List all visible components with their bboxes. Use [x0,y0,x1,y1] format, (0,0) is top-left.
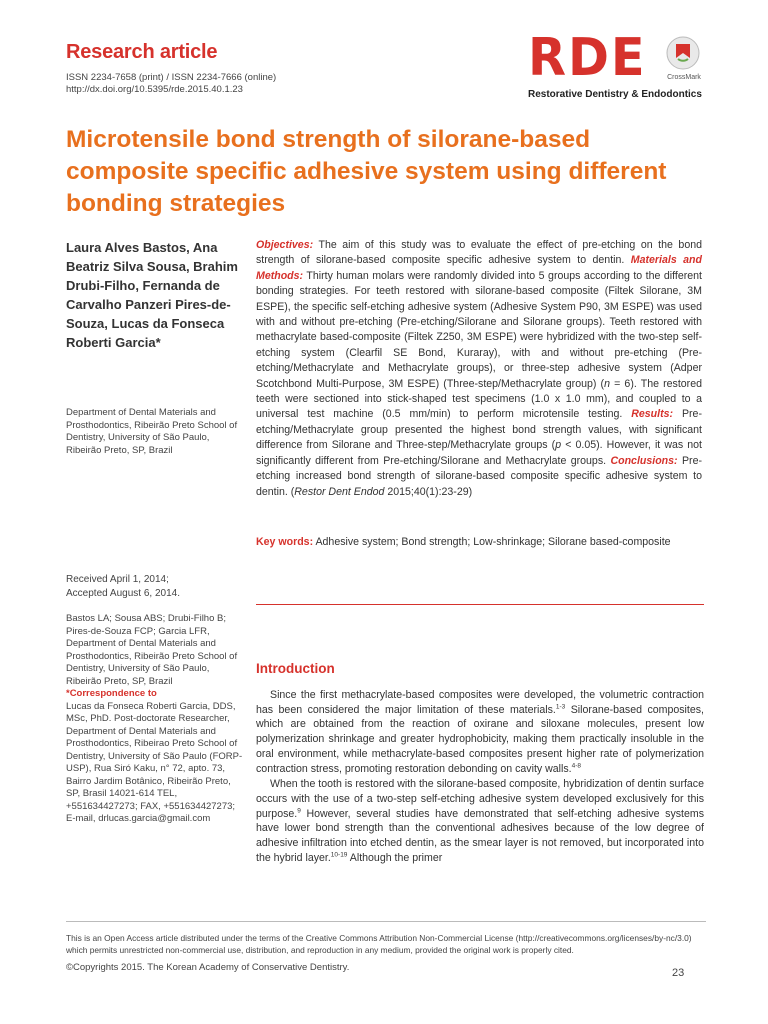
methods-text-2: = 6). The restored teeth were sectioned into stick-shaped test specimens (1.0 x 1.0 mm), and coupled to a universal test machine (0.5 mm/min) to perform microtensile testing. [256,377,702,421]
license-notice: This is an Open Access article distributed under the terms of the Creative Commons Attribution Non-Commercial License (http://creativecommons.org/licenses/by-nc/3.0) which permits unrestricted non-commercial use, distribution, and reproduction in any medium, provided the original work is properly cited. [66,933,692,955]
correspondence-block [66,613,246,826]
crossmark-label: CrossMark [667,74,701,81]
author-list: Laura Alves Bastos, Ana Beatriz Silva Sousa, Brahim Drubi-Filho, Fernanda de Carvalho Panzeri Pires-de-Souza, Lucas da Fonseca Roberti Garcia* [66,240,238,350]
received-date: Received April 1, 2014; [66,574,169,585]
results-text: Pre-etching/Methacrylate group presented the highest bond strength values, with significant difference from Silorane and Three-step/Methacrylate groups ( [256,408,702,452]
correspondence-label: *Correspondence to [66,688,157,699]
results-text-2: < 0.05). However, it was not significantly different from Pre-etching/Silorane and Methacrylate groups. [256,439,702,467]
citation-ref[interactable]: 4-8 [571,761,582,769]
citation-ref[interactable]: 10-19 [330,851,348,859]
article-title: Microtensile bond strength of silorane-based composite specific adhesive system using different bonding strategies [66,126,667,217]
citation-ref[interactable]: 9 [297,807,301,815]
text-run: Silorane-based composites, which are obtained from the reaction of oxirane and siloxane molecules, present low polymerization shrinkage and greater hydrophobicity, making them practically insoluble in the oral environment, while methacrylate-based composites present higher rate of polymerization contraction stress, promoting restoration debonding on cavity walls. [256,703,704,775]
citation-ref[interactable]: 1-3 [555,703,566,711]
p-symbol: p [555,439,562,452]
objectives-label: Objectives: [256,239,314,251]
divider [256,604,704,605]
journal-logo [528,28,706,104]
page-number: 23 [672,967,685,979]
text-run: Since the first methacrylate-based composites were developed, the volumetric contraction has been considered the major limitation of these materials. [256,689,704,716]
methods-label: Materials and Methods: [256,254,702,282]
results-label: Results: [631,408,674,421]
logo-text: RDE [528,28,647,88]
introduction-body [256,688,704,866]
keywords-label: Key words: [256,536,314,548]
author-short-citation: Bastos LA; Sousa ABS; Drubi-Filho B; Pires-de-Souza FCP; Garcia LFR, Department of Dental Materials and Prosthodontics, Ribeirão Preto School of Dentistry, University of São Paulo, Ribeirão Preto, SP, Brazil [66,613,238,687]
article-dates [66,573,246,601]
section-heading-introduction: Introduction [256,661,335,676]
text-run: However, several studies have demonstrated that self-etching adhesive systems have lower bond strength than the conventional adhesives because of the low degree of adhesive infiltration into etched dentin, as the smear layer is not removed, but incorporated into the hybrid layer. [256,807,704,864]
journal-name: Restorative Dentistry & Endodontics [528,89,702,100]
affiliation: Department of Dental Materials and Prosthodontics, Ribeirão Preto School of Dentistry, University of São Paulo, Ribeirão Preto, SP, Brazil [66,407,238,456]
objectives-text: The aim of this study was to evaluate the effect of pre-etching on the bond strength of silorane-based composite specific adhesive system to dentin. [256,239,702,267]
issn-line: ISSN 2234-7658 (print) / ISSN 2234-7666 (online) [66,72,277,83]
paragraph [256,688,704,776]
correspondence-details: Lucas da Fonseca Roberti Garcia, DDS, MSc, PhD. Post-doctorate Researcher, Department of Dental Materials and Prosthodontics, Ribeirao Preto School of Dentistry, University of São Paulo (FORP-USP), Rua Siró Kaku, n° 72, apto. 73, Bairro Jardim Botânico, Ribeirão Preto, SP, Brasil 14021-614 TEL, +551634427273; FAX, +551634427273; E-mail, drlucas.garcia@gmail.com [66,700,243,824]
text-run: When the tooth is restored with the silorane-based composite, hybridization of dentin surface occurs with the use of a two-step self-etching adhesive system developed exclusively for this purpose. [256,778,704,820]
footer-divider [66,921,706,922]
citation-text: 2015;40(1):23-29) [384,485,473,498]
conclusions-text: Pre-etching increased bond strength of silorane-based composite specific adhesive system to dentin. ( [256,454,702,498]
article-type-label: Research article [66,41,218,63]
text-run: Although the primer [347,851,443,864]
doi-link[interactable]: http://dx.doi.org/10.5395/rde.2015.40.1.23 [66,84,243,95]
n-symbol: n [604,377,610,390]
crossmark-icon[interactable] [666,36,700,70]
citation-journal: Restor Dent Endod [294,485,385,498]
methods-text: Thirty human molars were randomly divided into 5 groups according to the different bonding strategies. For teeth restored with silorane-based composite (Filtek Silorane, 3M ESPE), the specific self-etching adhesive system (Adhesive System P90, 3M ESPE) was used with and without pre-etching (Pre-etching/Silorane and Silorane groups). Teeth restored with methacrylate based-composite (Filtek Z250, 3M ESPE) were hybridized with the two-step self-etching system (Clearfil SE Bond, Kuraray), with and without pre-etching (Pre-etching/Methacrylate and Methacrylate groups), or three-step adhesive system (Adper Scotchbond Multi-Purpose, 3M ESPE) (Three-step/Methacrylate group) ( [256,269,702,390]
accepted-date: Accepted August 6, 2014. [66,588,180,599]
copyright: ©Copyrights 2015. The Korean Academy of Conservative Dentistry. [66,962,350,973]
paragraph [256,777,704,865]
keywords [256,536,702,548]
abstract [256,238,702,500]
keywords-text: Adhesive system; Bond strength; Low-shrinkage; Silorane based-composite [313,536,671,548]
conclusions-label: Conclusions: [610,454,678,467]
